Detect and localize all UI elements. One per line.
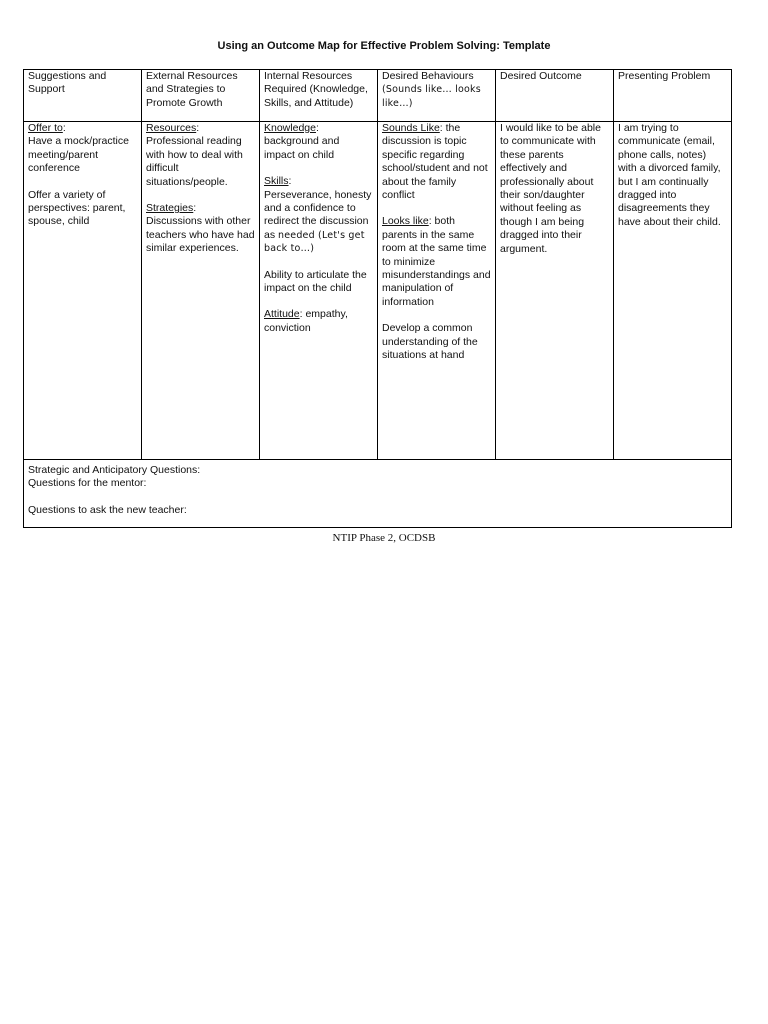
cell-suggestions: Offer to: Have a mock/practice meeting/parent conference Offer a variety of perspectives: parent, spouse, child (24, 122, 142, 460)
header-desired-outcome: Desired Outcome (496, 70, 614, 122)
cell-external-resources: Resources: Professional reading with how to deal with difficult situations/people. Strategies: Discussions with other teachers who have had similar experiences. (142, 122, 260, 460)
cell-presenting-problem: I am trying to communicate (email, phone calls, notes) with a divorced family, but I am continually dragged into disagreements they have about their child. (614, 122, 732, 460)
cell-desired-behaviours: Sounds Like: the discussion is topic specific regarding school/student and not about the family conflict Looks like: both parents in the same room at the same time to minimize misunderstandings and manipulation of information Develop a common understanding of the situations at hand (378, 122, 496, 460)
header-presenting-problem: Presenting Problem (614, 70, 732, 122)
strategic-questions-label: Strategic and Anticipatory Questions: (28, 464, 201, 476)
header-external-resources: External Resources and Strategies to Promote Growth (142, 70, 260, 122)
header-internal-resources: Internal Resources Required (Knowledge, Skills, and Attitude) (260, 70, 378, 122)
mentor-questions-label: Questions for the mentor: (28, 477, 147, 490)
content-row (24, 122, 732, 460)
cell-desired-outcome: I would like to be able to communicate with these parents effectively and professionally about their son/daughter without feeling as though I am being dragged into their argument. (496, 122, 614, 460)
header-desired-behaviours: Desired Behaviours (Sounds like… looks like…) (378, 70, 496, 122)
new-teacher-questions-label: Questions to ask the new teacher: (28, 503, 187, 516)
outcome-map-table (23, 69, 732, 528)
cell-questions (24, 460, 732, 528)
page-title: Using an Outcome Map for Effective Problem Solving: Template (217, 40, 551, 52)
questions-row (24, 460, 732, 528)
cell-internal-resources: Knowledge: background and impact on child Skills: Perseverance, honesty and a confidence to redirect the discussion as needed (Let's get back to…) Ability to articulate the impact on the child Attitude: empathy, conviction (260, 122, 378, 460)
page-footer: NTIP Phase 2, OCDSB (332, 532, 436, 544)
header-row (24, 70, 732, 122)
header-suggestions: Suggestions and Support (24, 70, 142, 122)
